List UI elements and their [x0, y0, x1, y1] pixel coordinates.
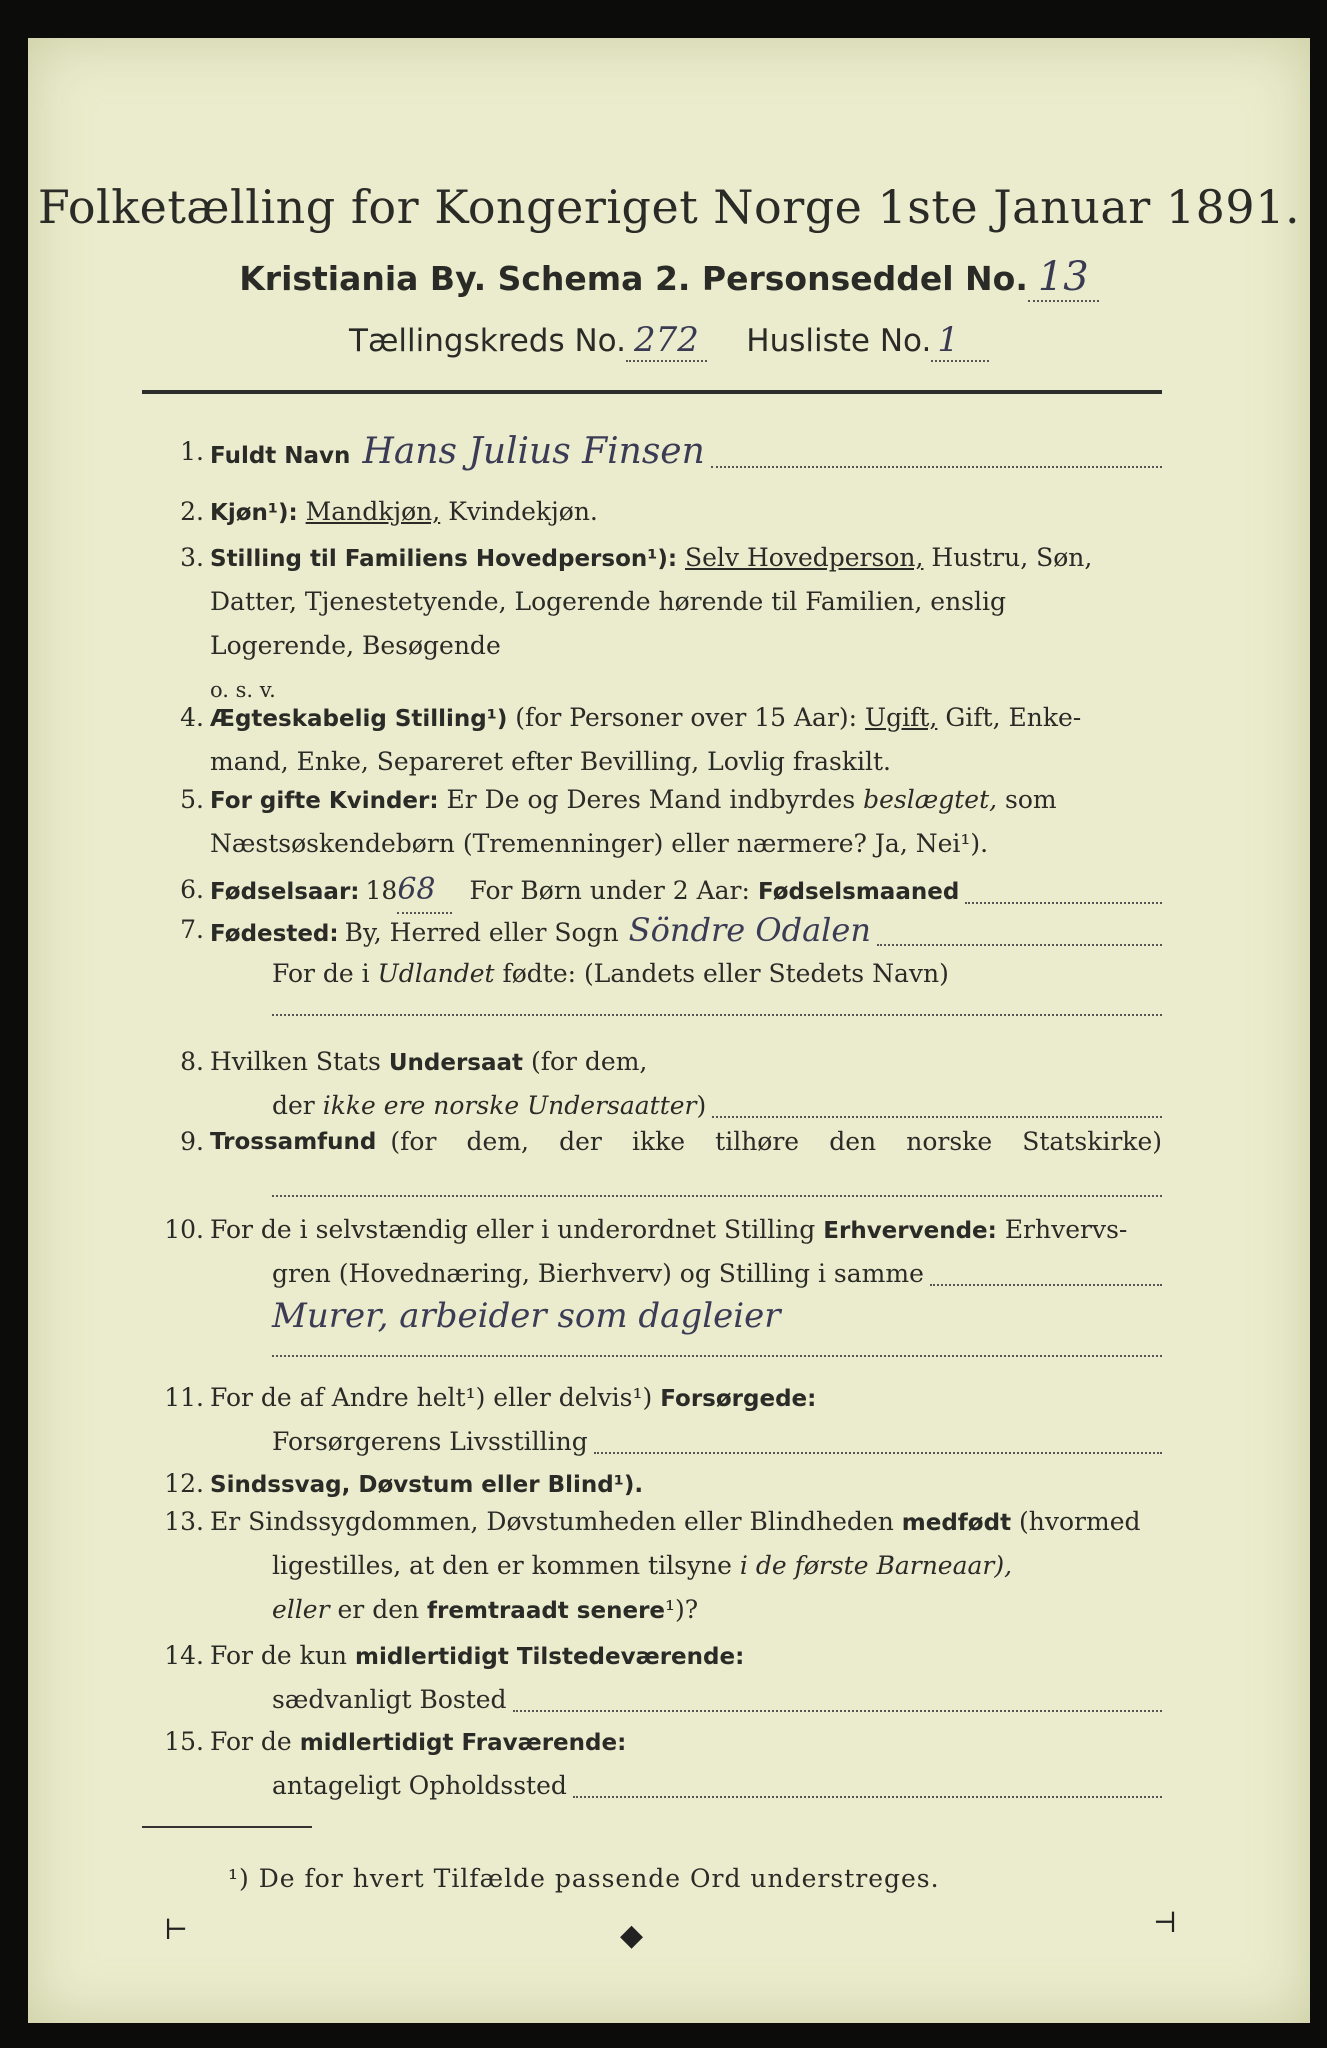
header-rule [142, 390, 1162, 394]
q10-label: Erhvervende: [823, 1218, 997, 1244]
q10-text-end: Erhvervs- [1004, 1215, 1128, 1244]
corner-mark-right: ⊣ [1153, 1906, 1178, 1939]
q8-line2-italic: ikke ere norske Undersaatter [322, 1091, 697, 1120]
q13-text: Er Sindssygdommen, Døvstumheden eller Blindheden [210, 1507, 894, 1536]
kreds-line [28, 320, 1310, 362]
q1-name-value: Hans Julius Finsen [362, 431, 705, 472]
q15-line2: antageligt Opholdssted [272, 1771, 567, 1800]
question-11 [142, 1376, 1162, 1466]
q10-number: 10. [164, 1215, 204, 1244]
q4-paren: (for Personer over 15 Aar): [515, 703, 858, 732]
q15-number: 15. [164, 1727, 204, 1756]
q12-label: Sindssvag, Døvstum eller Blind¹). [210, 1472, 644, 1498]
q13-label: medfødt [901, 1510, 1012, 1536]
q11-text: For de af Andre helt¹) eller delvis¹) [210, 1383, 653, 1412]
question-2 [142, 490, 1162, 534]
q6-label2: Fødselsmaaned [757, 879, 960, 905]
q3-selected: Selv Hovedperson, [685, 543, 924, 572]
footnote-rule [142, 1826, 312, 1828]
q9-text: (for dem, der ikke tilhøre den norske Statskirke) [390, 1127, 1162, 1156]
q5-number: 5. [180, 785, 204, 814]
q7-number: 7. [180, 915, 204, 944]
husliste-no: 1 [931, 320, 989, 362]
q13-line3-italic: eller [272, 1595, 330, 1624]
q5-label: For gifte Kvinder: [210, 788, 439, 814]
form-title: Folketælling for Kongeriget Norge 1ste Januar 1891. [37, 180, 1301, 234]
q7-birthplace-value: Söndre Odalen [628, 911, 871, 949]
q10-blank-line [272, 1354, 1162, 1357]
husliste-label: Husliste No. [746, 323, 932, 359]
question-9 [142, 1120, 1162, 1210]
q8-text-end: (for dem, [530, 1047, 648, 1076]
q15-label: midlertidigt Fraværende: [299, 1730, 627, 1756]
q13-line3-bold: fremtraadt senere [427, 1598, 666, 1624]
q7-text: By, Herred eller Sogn [344, 918, 619, 947]
q3-number: 3. [180, 543, 204, 572]
q8-line2-a: der [272, 1091, 315, 1120]
q3-line4: o. s. v. [210, 678, 276, 702]
q15-text: For de [210, 1727, 292, 1756]
q10-text: For de i selvstændig eller i underordnet Stilling [210, 1215, 816, 1244]
q2-number: 2. [180, 497, 204, 526]
q4-number: 4. [180, 703, 204, 732]
q3-text: Hustru, Søn, [931, 543, 1093, 572]
q11-line2: Forsørgerens Livsstilling [272, 1427, 588, 1456]
q13-line2-a: ligestilles, at den er kommen tilsyne [272, 1551, 732, 1580]
q7-line2-a: For de i [272, 959, 370, 988]
q6-century: 18 [365, 876, 398, 905]
q14-line2: sædvanligt Bosted [272, 1685, 507, 1714]
q8-text: Hvilken Stats [210, 1047, 381, 1076]
question-13 [142, 1500, 1162, 1640]
q14-number: 14. [164, 1641, 204, 1670]
q6-text: For Børn under 2 Aar: [469, 876, 750, 905]
q13-line3-a: er den [337, 1595, 420, 1624]
question-3 [142, 536, 1162, 716]
q4-label: Ægteskabelig Stilling¹) [210, 706, 508, 732]
q7-line2 [272, 952, 1162, 996]
schema-line [28, 254, 1310, 302]
q9-blank-line [272, 1194, 1162, 1197]
kreds-label: Tællingskreds No. [349, 323, 626, 359]
q7-line2-b: fødte: (Landets eller Stedets Navn) [502, 959, 949, 988]
q13-line2-italic: i de første Barneaar), [739, 1551, 1013, 1580]
q1-number: 1. [180, 437, 204, 466]
q3-line2: Datter, Tjenestetyende, Logerende hørende til Familien, enslig [210, 587, 1007, 616]
q14-text: For de kun [210, 1641, 348, 1670]
kreds-no: 272 [626, 320, 707, 362]
q10-line2: gren (Hovednæring, Bierhverv) og Stilling i samme [272, 1259, 924, 1288]
q4-line2: mand, Enke, Separeret efter Bevilling, Lovlig fraskilt. [210, 747, 891, 776]
question-5 [142, 778, 1162, 868]
q4-text: Gift, Enke- [945, 703, 1082, 732]
q5-text-end: som [1005, 785, 1057, 814]
center-mark: ◆ [620, 1918, 644, 1953]
q12-number: 12. [164, 1469, 204, 1498]
q6-number: 6. [180, 875, 204, 904]
q7-label: Fødested: [210, 921, 339, 947]
q5-italic: beslægtet, [863, 785, 998, 814]
question-8: 8. Hvilken Stats Undersaat (for dem, der ikke ere norske Undersaatter ) [142, 1040, 1162, 1130]
q9-number: 9. [180, 1127, 204, 1156]
personseddel-no: 13 [1028, 254, 1099, 302]
question-10 [142, 1208, 1162, 1358]
question-6 [142, 868, 1162, 912]
q5-line2: Næstsøskendebørn (Tremenninger) eller nærmere? Ja, Nei¹). [210, 829, 989, 858]
q2-label: Kjøn¹): [210, 500, 298, 526]
q2-option: Kvindekjøn. [448, 497, 598, 526]
footnote: ¹) De for hvert Tilfælde passende Ord understreges. [228, 1864, 940, 1893]
q10-occupation-value: Murer, arbeider som dagleier [272, 1296, 781, 1336]
schema-line-prefix: Kristiania By. Schema 2. Personseddel No. [239, 259, 1028, 298]
question-15 [142, 1720, 1162, 1810]
question-7 [142, 908, 1162, 1028]
q3-label: Stilling til Familiens Hovedperson¹): [210, 546, 678, 572]
question-1 [142, 430, 1162, 480]
q9-label: Trossamfund [210, 1129, 377, 1155]
q2-option-selected: Mandkjøn, [305, 497, 441, 526]
census-form-sheet [28, 38, 1310, 2023]
q14-label: midlertidigt Tilstedeværende: [354, 1644, 745, 1670]
q3-line3: Logerende, Besøgende [210, 631, 501, 660]
q6-label: Fødselsaar: [210, 879, 360, 905]
q6-year-value: 68 [397, 868, 451, 914]
q7-blank-line [272, 1013, 1162, 1016]
q4-selected: Ugift, [865, 703, 938, 732]
q1-label: Fuldt Navn [210, 443, 351, 469]
q13-text-end: (hvormed [1019, 1507, 1141, 1536]
q11-number: 11. [164, 1383, 204, 1412]
question-4 [142, 696, 1162, 786]
question-14 [142, 1634, 1162, 1724]
q8-label: Undersaat [388, 1050, 524, 1076]
q7-line2-italic: Udlandet [377, 959, 495, 988]
q5-text: Er De og Deres Mand indbyrdes [446, 785, 856, 814]
q13-line3-c: ¹)? [665, 1595, 699, 1624]
corner-mark-left: ⊢ [164, 1913, 189, 1946]
q13-number: 13. [164, 1507, 204, 1536]
q11-label: Forsørgede: [660, 1386, 817, 1412]
q8-number: 8. [180, 1047, 204, 1076]
